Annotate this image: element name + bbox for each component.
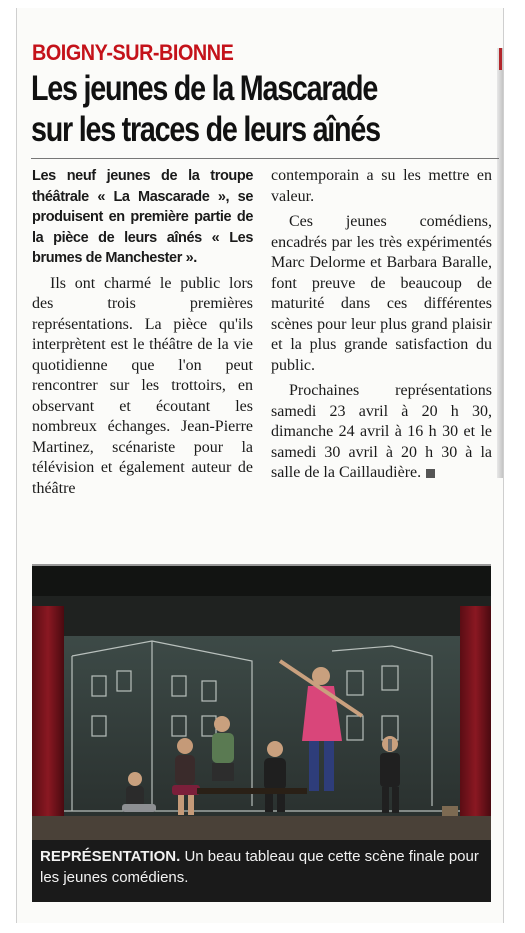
page-edge-shadow xyxy=(497,48,503,478)
article-column-2 xyxy=(271,166,492,484)
article-kicker: BOIGNY-SUR-BIONNE xyxy=(32,40,234,65)
headline-line-2: sur les traces de leurs aînés xyxy=(31,110,380,149)
article-column-1 xyxy=(32,166,253,499)
article-photo xyxy=(32,566,491,840)
headline-line-1: Les jeunes de la Mascarade xyxy=(31,69,378,108)
caption-label: REPRÉSENTATION. xyxy=(40,848,181,865)
caption-text: Un beau tableau que cette scène finale pour les jeunes comédiens. xyxy=(40,848,479,886)
headline-rule xyxy=(31,158,499,159)
article-lead: Les neuf jeunes de la troupe théâtrale « La Mascarade », se produisent en première partie de la pièce de leurs aînés « Les brumes de Manchester ». xyxy=(32,168,253,266)
article-paragraph-1: Ils ont charmé le public lors des trois premières représentations. La pièce qu'ils interprètent est le théâtre de la vie quotidienne que l'on peut rencontrer sur les trottoirs, en observant et écoutant les nombreux échanges. Jean-Pierre Martinez, scénariste pour la télévision et également auteur de théâtre xyxy=(32,274,253,497)
newspaper-page xyxy=(16,8,504,923)
article-paragraph-3-text: Prochaines représentations samedi 23 avril à 20 h 30, dimanche 24 avril à 16 h 30 et le samedi 30 avril à 20 h 30 à la salle de la Caillaudière. xyxy=(271,382,492,481)
article-paragraph-2: Ces jeunes comédiens, encadrés par les très expérimentés Marc Delorme et Barbara Baralle, font preuve de beaucoup de maturité dans ces différentes scènes pour leur plus grand plaisir et la plus grande satisfaction du public. xyxy=(271,213,492,374)
article-headline xyxy=(31,68,457,150)
article-paragraph-3 xyxy=(271,381,492,484)
photo-caption xyxy=(32,840,491,902)
page-edge-red-mark xyxy=(499,48,502,70)
end-mark-icon xyxy=(426,469,435,478)
stage-scene-image xyxy=(32,566,491,840)
article-paragraph-1-continued: contemporain a su les mettre en valeur. xyxy=(271,167,492,205)
